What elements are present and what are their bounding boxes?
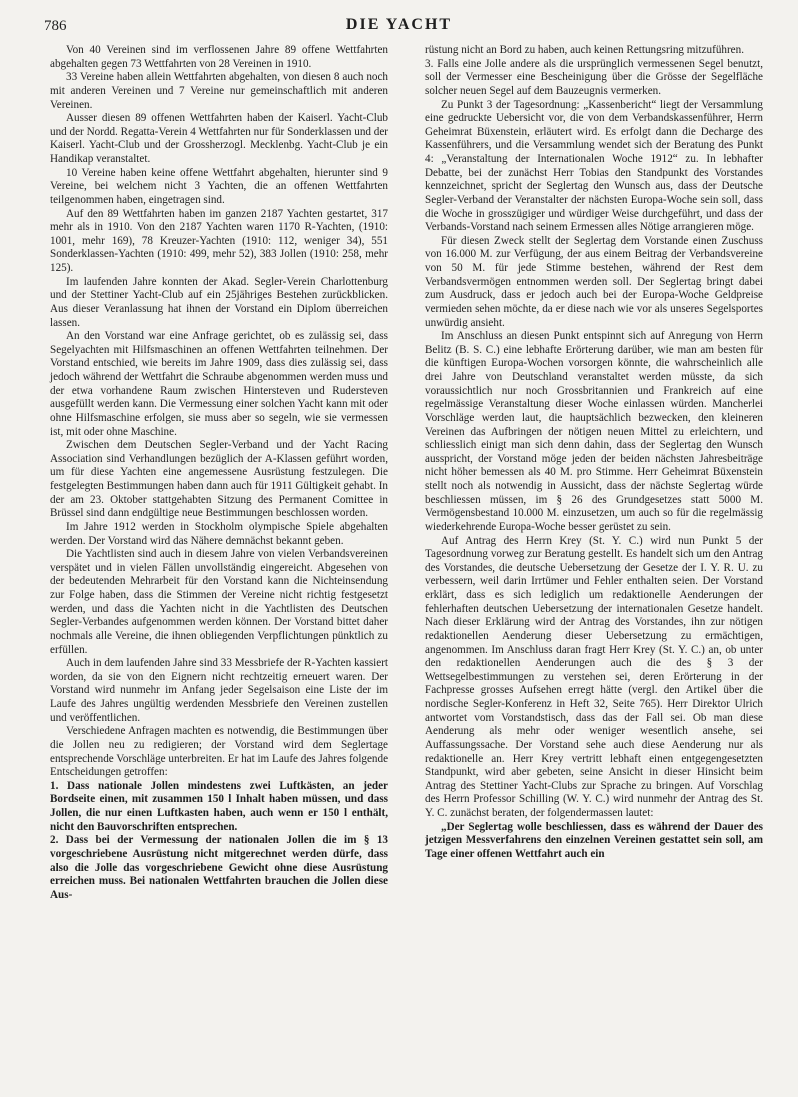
paragraph: Die Yachtlisten sind auch in diesem Jahre von vielen Verbandsvereinen verspätet und in vielen Fällen unvollständig eingereicht. Abgesehen von der bedeutenden Mehrarbeit für den Vorstand kann die Nichteinsendung zur Folge haben, dass die Stimmen der Vereine nicht richtig festgesetzt werden, und dass die Yachten nicht in die Yachtlisten des Deutschen Segler-Verbandes aufgenommen werden können. Der Vorstand bittet daher nochmals alle Vereine, die ihnen obliegenden Verpflichtungen pünktlich zu erfüllen. xyxy=(50,548,388,656)
paragraph: „Der Seglertag wolle beschliessen, dass es während der Dauer des jetzigen Messverfahrens den einzelnen Vereinen gestattet sein soll, am Tage einer offenen Wettfahrt auch ein xyxy=(425,820,763,860)
page-number: 786 xyxy=(44,18,67,34)
list-item: 3. Falls eine Jolle andere als die ursprünglich vermessenen Segel benutzt, soll der Vermesser eine Bescheinigung über die Grösse der Segelfläche solcher neuen Segel auf dem Bauzeugnis vermerken. xyxy=(425,57,763,97)
list-item: 2. Dass bei der Vermessung der nationalen Jollen die im § 13 vorgeschriebene Ausrüstung nicht mitgerechnet werden dürfe, dass also die Jolle das vorgeschriebene Gewicht ohne diese Ausrüstung erreichen muss. Bei nationalen Wettfahrten brauchen die Jollen diese Aus- xyxy=(50,834,388,901)
paragraph: Verschiedene Anfragen machten es notwendig, die Bestimmungen über die Jollen neu zu redigieren; der Vorstand wird dem Seglertage entsprechende Vorschläge unterbreiten. Er hat im Laufe des Jahres folgende Entscheidungen getroffen: xyxy=(50,725,389,779)
paragraph: Für diesen Zweck stellt der Seglertag dem Vorstande einen Zuschuss von 16.000 M. zur Verfügung, der aus einem Beitrag der Verbandsvereine von 50 M. für jede Stimme bestehen, während der Rest dem Verbandsvermögen entnommen werden soll. Der Seglertag bringt dabei zum Ausdruck, dass er jedoch auch bei der Europa-Woche Geldpreise vermieden sehen möchte, da er diese nach wie vor als unseres Segelsportes unwürdig ansieht. xyxy=(425,234,763,329)
paragraph: rüstung nicht an Bord zu haben, auch keinen Rettungsring mitzuführen. xyxy=(425,44,744,56)
page-title: DIE YACHT xyxy=(345,16,453,33)
paragraph: 33 Vereine haben allein Wettfahrten abgehalten, von diesen 8 auch noch mit anderen Vereinen und 7 Vereine nur gemeinschaftlich mit anderen Vereinen. xyxy=(50,71,388,111)
paragraph: Auf den 89 Wettfahrten haben im ganzen 2187 Yachten gestartet, 317 mehr als in 1910. Von den 2187 Yachten waren 1170 R-Yachten, (1910: 1001, mehr 169), 78 Kreuzer-Yachten (1910: 112, weniger 34), 551 Sonderklassen-Yachten (1910: 499, mehr 52), 383 Jollen (1910: 258, mehr 125). xyxy=(50,207,388,274)
paragraph: Im Anschluss an diesen Punkt entspinnt sich auf Anregung von Herrn Belitz (B. S. C.) eine lebhafte Erörterung darüber, wie man am besten für die künftigen Europa-Wochen vorsorgen könnte, die wahrscheinlich alle drei Jahre von Deutschland veranstaltet werden müsste, da sich voraussichtlich nur noch Grossbritannien und Frankreich auf eine regelmässige Veranstaltung dieser Woche einlassen würden. Mancherlei Vorschläge werden laut, die hauptsächlich bezwecken, den kleineren Vereinen das Aufbringen der nötigen neuen Mittel zu erleichtern, und schliesslich einigt man sich denn dahin, dass der Seglertag den Wunsch ausspricht, der Vorstand möge jeden der beiden nächsten Jahresbeiträge nicht höher bemessen als 40 M. pro Stimme. Herr Geheimrat Büxenstein stellt noch als notwendig in Aussicht, dass der nächste Seglertag würde beschliessen müssen, im § 26 des Grundgesetzes statt 5000 M. Vermögensbestand 10.000 M. einzusetzen, um auch so für die regelmässig wiederkehrende Europa-Woche besser gerüstet zu sein. xyxy=(425,330,763,533)
list-item: 1. Dass nationale Jollen mindestens zwei Luftkästen, an jeder Bordseite einen, mit zusammen 150 l Inhalt haben müssen, und dass Jollen, die nur einen Luftkasten haben, auch wenn er 150 l enthält, nicht den Bauvorschriften entsprechen. xyxy=(50,779,388,833)
left-column xyxy=(50,44,388,902)
paragraph: Ausser diesen 89 offenen Wettfahrten haben der Kaiserl. Yacht-Club und der Nordd. Regatta-Verein 4 Wettfahrten nur für Sonderklassen und der Kaiserl. Yacht-Club und der Grossherzogl. Mecklenbg. Yacht-Club je ein Handikap veranstaltet. xyxy=(50,112,388,165)
paragraph: Auf Antrag des Herrn Krey (St. Y. C.) wird nun Punkt 5 der Tagesordnung vorweg zur Beratung gestellt. Es handelt sich um den Antrag des Vorstandes, die deutsche Uebersetzung der Gesetze der I. Y. R. U. zu verbessern, weil darin Irrtümer und Fehler enthalten seien. Der Vorstand erklärt, dass es sich lediglich um redaktionelle Aenderungen der fehlerhaften deutschen Uebersetzung der internationalen Gesetze handelt. Nach dieser Erklärung wird der Antrag des Vorstandes, ihn zur nötigen redaktionellen Aenderung dieser Uebersetzung zu ermächtigen, angenommen. Im Anschluss daran fragt Herr Krey (St. Y. C.) an, ob unter den redaktionellen Aenderungen auch die des § 3 der Wettsegelbestimmungen zu verstehen sei, deren Erörterung in der Fachpresse grosses Aufsehen erregt hätte (vergl. den Artikel über die nordische Segler-Konferenz in Heft 32, Seite 765). Herr Direktor Ulrich antwortet vom Vorstandstisch, dass das der Fall sei. Ob man diese Aenderung als mehr oder weniger wesentlich ansehe, sei Auffassungssache. Der Vorstand sehe auch diese Aenderung nur als redaktionelle an. Herr Krey vertritt lebhaft einen entgegengesetzten Standpunkt, wird aber gebeten, seine Ansicht in dieser Hinsicht beim Antrag des Stettiner Yacht-Clubs zur Sprache zu bringen. Auf Vorschlag des Herrn Professor Schilling (W. Y. C.) wird nunmehr der Antrag des St. Y. C. zunächst beraten, der folgendermassen lautet: xyxy=(425,534,763,819)
paragraph: Von 40 Vereinen sind im verflossenen Jahre 89 offene Wettfahrten abgehalten gegen 73 Wettfahrten von 28 Vereinen in 1910. xyxy=(50,44,388,70)
paragraph: Im Jahre 1912 werden in Stockholm olympische Spiele abgehalten werden. Der Vorstand wird das Nähere demnächst bekannt geben. xyxy=(50,520,388,547)
right-column xyxy=(425,44,763,862)
paragraph: 10 Vereine haben keine offene Wettfahrt abgehalten, hierunter sind 9 Vereine, bei welchem nicht 3 Yachten, die an offenen Wettfahrten teilgenommen haben, eingetragen sind. xyxy=(50,166,388,206)
paragraph: Zwischen dem Deutschen Segler-Verband und der Yacht Racing Association sind Verhandlungen bezüglich der A-Klassen geführt worden, um für diese Yachten eine angemessene Ausrüstung festzulegen. Die festgelegten Bestimmungen haben dann auch für 1911 Gültigkeit gehabt. In der am 23. Oktober stattgehabten Sitzung des Permanent Comittee in Brüssel sind dann endgültige neue Bestimmungen beschlossen worden. xyxy=(50,439,388,520)
paragraph: An den Vorstand war eine Anfrage gerichtet, ob es zulässig sei, dass Segelyachten mit Hilfsmaschinen an offenen Wettfahrten teilnehmen. Der Vorstand entschied, wie bereits im Jahre 1909, dass dies zulässig sei, dass jedoch während der Wettfahrt die Schraube abgenommen werden muss und der etwa vorhandene Raum zwischen Hintersteven und Rudersteven ausgefüllt werden kann. Die Vermessung einer solchen Yacht kann mit oder ohne Hilfsmaschine erfolgen, sie muss aber so segeln, wie sie vermessen ist, mit oder ohne Maschine. xyxy=(50,330,388,438)
paragraph: Im laufenden Jahre konnten der Akad. Segler-Verein Charlottenburg und der Stettiner Yacht-Club auf ein 25jähriges Bestehen zurückblicken. Aus dieser Veranlassung hat ihnen der Vorstand ein Diplom überreichen lassen. xyxy=(50,275,388,329)
paragraph: Auch in dem laufenden Jahre sind 33 Messbriefe der R-Yachten kassiert worden, da sie von den Eignern nicht rechtzeitig erneuert waren. Der Vorstand wird nunmehr im Anfang jeder Segelsaison eine Liste der im Laufe des Jahres ungültig werdenden Messbriefe den Vereinen zustellen und veröffentlichen. xyxy=(50,657,388,724)
paragraph: Zu Punkt 3 der Tagesordnung: „Kassenbericht“ liegt der Versammlung eine gedruckte Uebersicht vor, die von dem Verbandskassenführer, Herrn Geheimrat Büxenstein, erläutert wird. Es erfolgt dann die Decharge des Kassenführers, und die Versammlung wendet sich der Beratung des Punkt 4: „Veranstaltung der Internationalen Woche 1912“ zu. In lebhafter Debatte, bei der zunächst Herr Tobias den Standpunkt des Vorstandes kennzeichnet, spricht der Seglertag den Wunsch aus, dass der Deutsche Segler-Verband der Veranstalter der nächsten Europa-Woche sein soll, dass die Woche in grosszügiger und würdiger Weise durchgeführt, und dass der Verbands-Vorstand nach seinem Ermessen alles Nötige arrangieren möge. xyxy=(425,98,763,234)
